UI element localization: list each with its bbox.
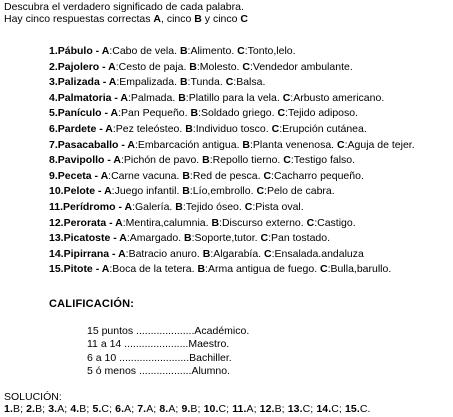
solution-number: 10. (203, 403, 219, 415)
option-c-text: :Castigo. (314, 216, 356, 229)
option-b-text: :Red de pesca. (189, 169, 264, 182)
option-c-text: :Cacharro pequeño. (271, 169, 364, 182)
option-c-text: :Arbusto americano. (290, 91, 385, 104)
question-row (49, 217, 356, 230)
option-a-letter: A (118, 247, 126, 260)
solution-letter: C; (101, 403, 116, 415)
question-number: 12. (49, 216, 64, 229)
option-b-letter: B (189, 60, 197, 73)
option-c-text: :Pelo de cabra. (264, 185, 335, 198)
question-number: 3. (49, 76, 58, 89)
question-word: Pardete - (57, 123, 106, 135)
question-number: 2. (49, 60, 58, 73)
option-a-text: :Empalizada. (116, 76, 180, 89)
option-c-letter: C (225, 76, 234, 89)
option-a-text: :Batracio anuro. (125, 247, 203, 260)
option-b-text: :Individuo tosco. (192, 123, 272, 135)
option-a-letter: A (115, 216, 123, 229)
question-row (49, 123, 367, 136)
option-a-text: :Carne vacuna. (108, 169, 183, 182)
solution-letter: C; (302, 403, 317, 415)
option-a-text: :Amargado. (126, 232, 185, 245)
option-a-text: :Galería. (132, 201, 176, 213)
calificacion-title: CALIFICACIÓN: (49, 298, 135, 310)
solution-number: 15. (344, 403, 360, 415)
intro-letter-a: A (153, 13, 161, 25)
solution-letter: A; (146, 403, 160, 415)
option-c-letter: C (271, 123, 280, 135)
score-row: 11 a 14 ......................Maestro. (87, 338, 230, 351)
intro-line-2 (4, 13, 248, 25)
solution-number: 9. (181, 403, 191, 415)
option-b-letter: B (184, 232, 192, 245)
score-row: 15 puntos ....................Académico. (87, 325, 250, 337)
question-word: Palizada - (57, 76, 109, 89)
question-word: Pavipollo - (57, 154, 114, 167)
option-b-letter: B (197, 263, 206, 276)
question-row (49, 201, 304, 214)
question-number: 6. (49, 123, 58, 135)
option-b-letter: B (178, 91, 186, 104)
question-word: Perídromo - (63, 201, 125, 213)
option-a-text: :Juego infantil. (111, 185, 183, 198)
option-a-letter: A (100, 169, 109, 182)
solution-letter: A; (57, 403, 71, 415)
option-b-letter: B (182, 169, 190, 182)
question-word: Picatoste - (63, 232, 120, 245)
option-b-text: :Lío,embrollo. (189, 185, 257, 198)
question-number: 13. (49, 232, 64, 245)
question-word: Pasacaballo - (57, 138, 128, 151)
question-row (49, 45, 296, 58)
question-number: 11. (49, 201, 64, 213)
option-c-letter: C (244, 201, 253, 213)
solution-number: 7. (137, 403, 147, 415)
solucion-line (4, 403, 371, 415)
option-a-letter: A (110, 107, 119, 120)
option-c-text: :Pista oval. (252, 201, 304, 213)
option-b-letter: B (202, 154, 210, 167)
intro-text: Hay cinco respuestas correctas (4, 13, 154, 25)
option-a-text: :Cabo de vela. (109, 45, 180, 57)
question-row (49, 61, 353, 74)
solution-letter: B; (35, 403, 49, 415)
question-number: 15. (49, 263, 64, 276)
option-a-text: :Pez teleósteo. (112, 123, 186, 135)
solution-letter: B; (79, 403, 93, 415)
question-row (49, 139, 415, 152)
question-word: Peceta - (57, 169, 101, 182)
option-c-text: :Bulla,barullo. (327, 263, 392, 276)
question-number: 7. (49, 138, 58, 151)
solution-letter: C; (331, 403, 345, 415)
option-c-letter: C (242, 60, 250, 73)
option-a-text: :Embarcación antigua. (135, 138, 243, 151)
question-row (49, 185, 335, 198)
option-c-text: :Testigo falso. (290, 154, 356, 167)
option-c-letter: C (282, 91, 291, 104)
question-row (49, 232, 330, 245)
option-a-letter: A (108, 60, 116, 73)
option-c-letter: C (263, 169, 272, 182)
solution-number: 3. (48, 403, 58, 415)
solution-number: 6. (115, 403, 125, 415)
option-c-text: :Tonto,lelo. (244, 45, 296, 57)
question-word: Panículo - (57, 107, 111, 120)
option-a-text: :Pan Pequeño. (118, 107, 191, 120)
intro-letter-b: B (194, 13, 202, 25)
option-c-text: :Vendedor ambulante. (250, 60, 353, 73)
solution-letter: C. (359, 403, 371, 415)
solution-number: 5. (92, 403, 102, 415)
question-word: Pipirrana - (63, 247, 119, 260)
option-b-text: :Discurso externo. (219, 216, 307, 229)
option-c-letter: C (256, 185, 265, 198)
question-number: 1. (49, 45, 58, 57)
intro-line-1: Descubra el verdadero significado de cada palabra. (4, 1, 244, 13)
option-a-letter: A (105, 123, 113, 135)
solution-letter: B; (12, 403, 27, 415)
option-b-text: :Algarabía. (210, 247, 265, 260)
option-a-letter: A (119, 232, 127, 245)
question-row (49, 92, 384, 105)
question-row (49, 76, 265, 89)
option-b-letter: B (175, 201, 183, 213)
question-number: 5. (49, 107, 58, 120)
question-row (49, 170, 364, 183)
option-b-text: :Alimento. (187, 45, 238, 57)
option-b-text: :Tejido óseo. (182, 201, 245, 213)
option-c-letter: C (320, 263, 328, 276)
question-number: 10. (49, 185, 64, 198)
option-c-text: :Tejido adiposo. (285, 107, 359, 120)
question-word: Perorata - (63, 216, 116, 229)
intro-letter-c: C (240, 13, 248, 25)
solution-letter: A; (168, 403, 182, 415)
option-a-text: :Cesto de paja. (115, 60, 190, 73)
option-c-letter: C (277, 107, 286, 120)
solution-letter: A; (124, 403, 138, 415)
option-b-text: :Planta venenosa. (250, 138, 337, 151)
option-a-letter: A (101, 45, 110, 57)
intro-sep-1: , cinco (161, 13, 195, 25)
option-b-letter: B (182, 185, 190, 198)
option-a-letter: A (104, 185, 112, 198)
question-word: Pábulo - (57, 45, 102, 57)
option-a-letter: A (108, 76, 117, 89)
solution-letter: B; (190, 403, 204, 415)
intro-sep-2: y cinco (201, 13, 241, 25)
question-word: Pitote - (63, 263, 102, 276)
question-number: 8. (49, 154, 58, 167)
option-b-text: :Platillo para la vela. (185, 91, 283, 104)
option-c-text: :Aguja de tejer. (344, 138, 415, 151)
option-b-letter: B (211, 216, 220, 229)
solution-number: 11. (232, 403, 247, 415)
solution-number: 13. (287, 403, 303, 415)
option-b-text: :Soporte,tutor. (191, 232, 261, 245)
option-c-text: :Ensalada.andaluza (271, 247, 364, 260)
option-a-text: :Palmada. (128, 91, 179, 104)
solution-number: 1. (4, 403, 13, 415)
question-word: Pajolero - (57, 60, 109, 73)
option-b-letter: B (179, 45, 188, 57)
option-b-text: :Soldado griego. (198, 107, 278, 120)
question-word: Pelote - (63, 185, 105, 198)
option-a-letter: A (101, 263, 110, 276)
option-b-letter: B (242, 138, 251, 151)
option-b-letter: B (190, 107, 199, 120)
question-number: 9. (49, 169, 58, 182)
option-a-letter: A (127, 138, 136, 151)
option-b-letter: B (179, 76, 188, 89)
option-a-text: :Mentira,calumnia. (122, 216, 212, 229)
solucion-title: SOLUCIÓN: (4, 391, 62, 403)
option-a-letter: A (120, 91, 128, 104)
option-a-text: :Boca de la tetera. (109, 263, 198, 276)
option-c-letter: C (306, 216, 315, 229)
solution-number: 12. (259, 403, 275, 415)
score-row: 6 a 10 ........................Bachiller. (87, 351, 232, 364)
option-b-text: :Tunda. (187, 76, 226, 89)
solution-number: 2. (26, 403, 36, 415)
solution-number: 8. (159, 403, 169, 415)
option-b-text: :Arma antigua de fuego. (205, 263, 321, 276)
question-row (49, 154, 355, 167)
option-c-text: :Erupción cutánea. (279, 123, 367, 135)
option-a-letter: A (124, 201, 133, 213)
solution-number: 14. (316, 403, 332, 415)
question-number: 4. (49, 91, 58, 104)
option-b-letter: B (202, 247, 211, 260)
score-row: 5 ó menos ..................Alumno. (87, 364, 230, 377)
question-word: Palmatoria - (57, 91, 121, 104)
solution-letter: A; (246, 403, 260, 415)
question-row (49, 263, 391, 276)
option-a-text: :Pichón de pavo. (120, 154, 203, 167)
option-c-letter: C (337, 138, 345, 151)
solution-letter: C; (218, 403, 233, 415)
option-c-letter: C (264, 247, 272, 260)
option-c-text: :Balsa. (233, 76, 266, 89)
option-c-letter: C (237, 45, 245, 57)
option-c-letter: C (260, 232, 269, 245)
option-a-letter: A (113, 154, 121, 167)
option-b-text: :Molesto. (196, 60, 243, 73)
option-b-letter: B (185, 123, 193, 135)
solution-number: 4. (70, 403, 80, 415)
option-c-letter: C (283, 154, 291, 167)
question-number: 14. (49, 247, 64, 260)
solution-letter: B; (274, 403, 288, 415)
option-b-text: :Repollo tierno. (209, 154, 284, 167)
question-row (49, 248, 364, 261)
question-row (49, 107, 358, 120)
option-c-text: :Pan tostado. (268, 232, 331, 245)
